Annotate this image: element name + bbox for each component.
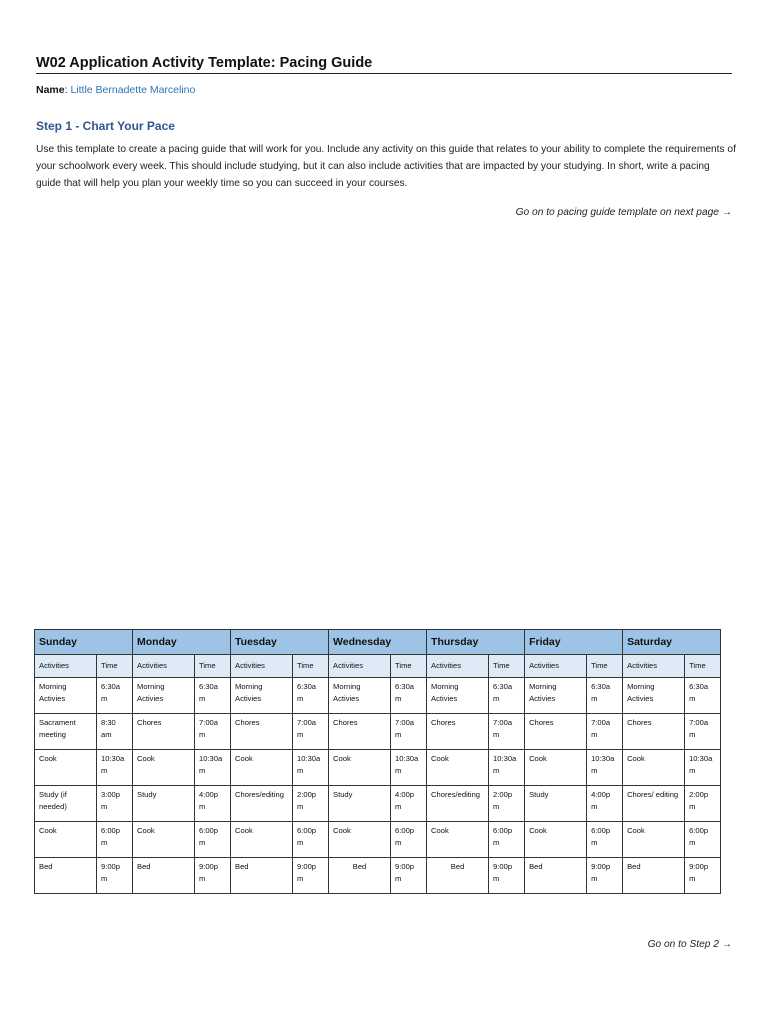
activity-cell: Study [329,786,391,822]
activity-cell: Chores [525,714,587,750]
day-header-row [35,630,721,655]
column-header-row [35,655,721,678]
arrow-right-icon: → [721,207,732,218]
next-page-link-text: Go on to pacing guide template on next page [515,207,719,218]
pacing-guide-body [35,678,721,894]
activity-cell: Bed [35,858,97,894]
next-step-link[interactable] [648,939,732,950]
day-header-saturday: Saturday [623,630,721,655]
time-cell: 6:30a m [195,678,231,714]
activity-cell: Cook [427,822,489,858]
activities-column-header: Activities [329,655,391,678]
name-label: Name [36,84,65,96]
time-cell: 6:00p m [293,822,329,858]
table-row [35,822,721,858]
activity-cell: Cook [35,822,97,858]
time-cell: 6:30a m [587,678,623,714]
activity-cell: Morning Activies [427,678,489,714]
activity-cell: Morning Activies [231,678,293,714]
activity-cell: Study [133,786,195,822]
name-colon: : [64,84,68,96]
activity-cell: Sacrament meeting [35,714,97,750]
activity-cell: Study (if needed) [35,786,97,822]
activity-cell: Chores/editing [427,786,489,822]
time-cell: 6:30a m [97,678,133,714]
time-cell: 2:00p m [293,786,329,822]
document-title: W02 Application Activity Template: Pacing Guide [36,55,732,74]
activity-cell: Bed [427,858,489,894]
time-cell: 9:00p m [587,858,623,894]
day-header-monday: Monday [133,630,231,655]
table-row [35,750,721,786]
time-column-header: Time [97,655,133,678]
activity-cell: Cook [427,750,489,786]
activity-cell: Chores [623,714,685,750]
time-column-header: Time [489,655,525,678]
activity-cell: Morning Activies [133,678,195,714]
activity-cell: Bed [623,858,685,894]
day-header-thursday: Thursday [427,630,525,655]
pacing-guide-table [34,629,721,894]
time-cell: 10:30a m [293,750,329,786]
time-cell: 4:00p m [195,786,231,822]
activity-cell: Cook [231,822,293,858]
activities-column-header: Activities [133,655,195,678]
time-cell: 7:00a m [293,714,329,750]
activity-cell: Cook [133,822,195,858]
activity-cell: Chores [231,714,293,750]
time-cell: 6:00p m [489,822,525,858]
time-cell: 7:00a m [195,714,231,750]
day-header-sunday: Sunday [35,630,133,655]
table-row [35,786,721,822]
time-cell: 9:00p m [293,858,329,894]
time-cell: 6:00p m [195,822,231,858]
time-cell: 9:00p m [489,858,525,894]
time-cell: 9:00p m [685,858,721,894]
activities-column-header: Activities [231,655,293,678]
activity-cell: Bed [329,858,391,894]
time-cell: 10:30a m [97,750,133,786]
activity-cell: Cook [231,750,293,786]
day-header-wednesday: Wednesday [329,630,427,655]
activities-column-header: Activities [35,655,97,678]
time-column-header: Time [587,655,623,678]
time-cell: 2:00p m [685,786,721,822]
activity-cell: Cook [35,750,97,786]
activity-cell: Chores/ editing [623,786,685,822]
time-cell: 6:30a m [293,678,329,714]
activity-cell: Cook [133,750,195,786]
day-header-tuesday: Tuesday [231,630,329,655]
activity-cell: Chores [133,714,195,750]
time-cell: 7:00a m [685,714,721,750]
activity-cell: Morning Activies [35,678,97,714]
time-cell: 4:00p m [391,786,427,822]
time-column-header: Time [391,655,427,678]
activity-cell: Chores/editing [231,786,293,822]
activity-cell: Cook [525,750,587,786]
activity-cell: Morning Activies [623,678,685,714]
activity-cell: Chores [427,714,489,750]
activities-column-header: Activities [623,655,685,678]
time-cell: 6:00p m [587,822,623,858]
activity-cell: Cook [329,750,391,786]
table-row [35,858,721,894]
time-cell: 9:00p m [391,858,427,894]
time-cell: 4:00p m [587,786,623,822]
time-cell: 7:00a m [489,714,525,750]
activity-cell: Bed [231,858,293,894]
name-row [36,84,195,96]
time-cell: 9:00p m [195,858,231,894]
time-cell: 9:00p m [97,858,133,894]
activity-cell: Bed [133,858,195,894]
time-cell: 6:00p m [391,822,427,858]
table-row [35,714,721,750]
time-cell: 6:30a m [391,678,427,714]
time-cell: 6:30a m [685,678,721,714]
time-cell: 7:00a m [587,714,623,750]
time-cell: 10:30a m [685,750,721,786]
table-row [35,678,721,714]
arrow-right-icon: → [721,939,732,950]
activities-column-header: Activities [525,655,587,678]
time-cell: 8:30 am [97,714,133,750]
next-page-link[interactable] [516,207,732,218]
activity-cell: Bed [525,858,587,894]
time-cell: 3:00p m [97,786,133,822]
time-cell: 10:30a m [391,750,427,786]
time-cell: 7:00a m [391,714,427,750]
next-step-link-text: Go on to Step 2 [647,939,719,950]
activity-cell: Study [525,786,587,822]
day-header-friday: Friday [525,630,623,655]
time-cell: 10:30a m [195,750,231,786]
activity-cell: Cook [525,822,587,858]
step-1-heading: Step 1 - Chart Your Pace [36,119,175,133]
activities-column-header: Activities [427,655,489,678]
time-cell: 6:00p m [685,822,721,858]
time-cell: 2:00p m [489,786,525,822]
activity-cell: Cook [329,822,391,858]
time-column-header: Time [195,655,231,678]
step-1-instructions: Use this template to create a pacing guide that will work for you. Include any activity on this guide that relates to your ability to complete the requirements of your schoolwork every week. This should include studying, but it can also include activities that are impacted by your studying. In short, write a pacing guide that will help you plan your weekly time so you can succeed in your courses. [36,144,736,189]
activity-cell: Cook [623,750,685,786]
time-column-header: Time [685,655,721,678]
activity-cell: Morning Activies [329,678,391,714]
activity-cell: Morning Activies [525,678,587,714]
time-cell: 6:30a m [489,678,525,714]
time-cell: 6:00p m [97,822,133,858]
time-column-header: Time [293,655,329,678]
activity-cell: Cook [623,822,685,858]
student-name: Little Bernadette Marcelino [70,84,196,96]
time-cell: 10:30a m [587,750,623,786]
activity-cell: Chores [329,714,391,750]
time-cell: 10:30a m [489,750,525,786]
